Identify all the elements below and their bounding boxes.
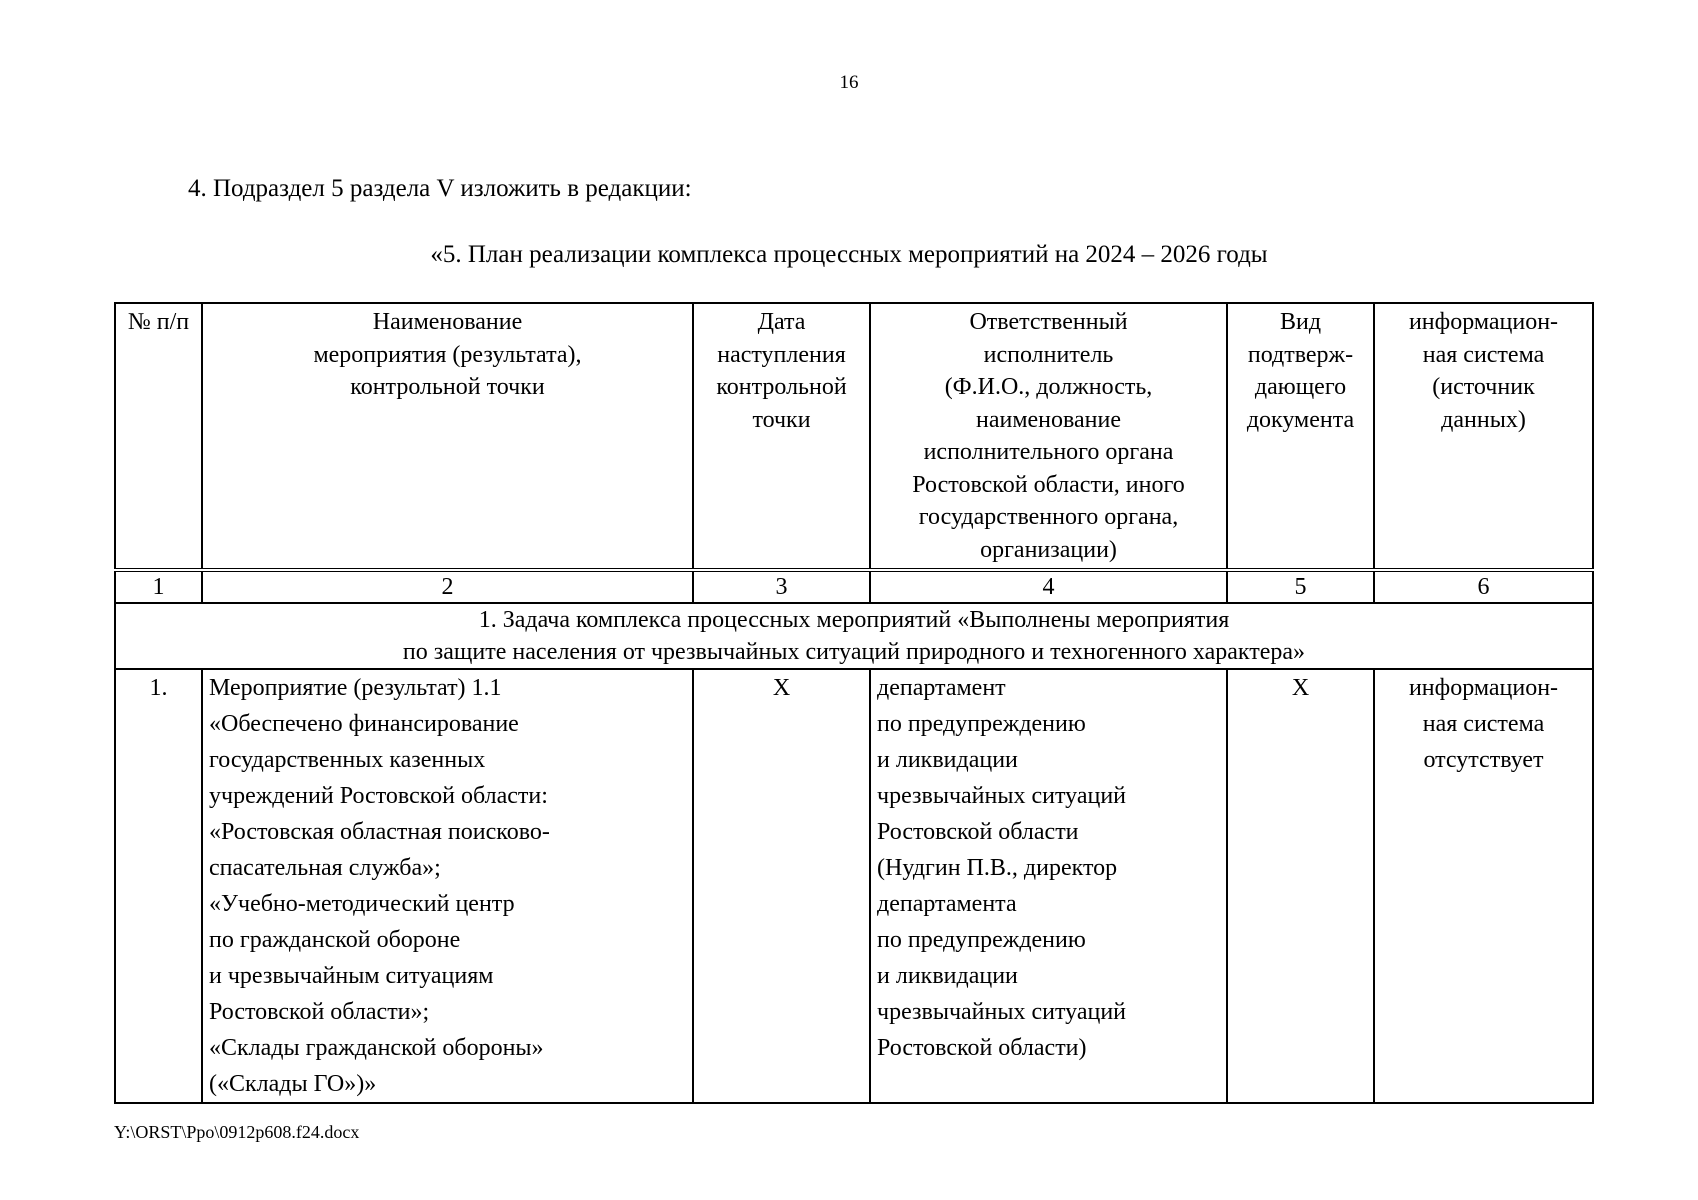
table-header-row: [115, 303, 1593, 570]
plan-heading: «5. План реализации комплекса процессных мероприятий на 2024 – 2026 годы: [430, 241, 1268, 268]
activity-name: Мероприятие (результат) 1.1 «Обеспечено финансирование государственных казенных учреждений Ростовской области: «Ростовская областная поисково- спасательная служба»; «Учебно-методический центр по гражданской обороне и чрезвычайным ситуациям Ростовской области»; «Склады гражданской обороны» («Склады ГО»)»: [202, 669, 693, 1103]
header-date: Дата наступления контрольной точки: [693, 303, 870, 570]
task-title: 1. Задача комплекса процессных мероприятий «Выполнены мероприятия по защите населения от чрезвычайных ситуаций природного и техногенного характера»: [115, 603, 1593, 669]
header-document-type: Вид подтверж- дающего документа: [1227, 303, 1374, 570]
file-path-footer: Y:\ORST\Ppo\0912p608.f24.docx: [114, 1122, 360, 1142]
column-number-row: [115, 570, 1593, 603]
task-row: [115, 603, 1593, 669]
document-type: Х: [1227, 669, 1374, 1103]
table-row: [115, 669, 1593, 1103]
page-number: 16: [839, 72, 859, 93]
implementation-plan-table: [114, 302, 1594, 1104]
column-number: 6: [1374, 570, 1593, 603]
info-system: информацион- ная система отсутствует: [1374, 669, 1593, 1103]
column-number: 4: [870, 570, 1227, 603]
column-number: 3: [693, 570, 870, 603]
row-number: 1.: [115, 669, 202, 1103]
control-date: Х: [693, 669, 870, 1103]
amendment-intro: 4. Подраздел 5 раздела V изложить в редакции:: [188, 175, 692, 202]
column-number: 2: [202, 570, 693, 603]
header-responsible: Ответственный исполнитель (Ф.И.О., должность, наименование исполнительного органа Ростовской области, иного государственного органа, организации): [870, 303, 1227, 570]
column-number: 1: [115, 570, 202, 603]
header-number: № п/п: [115, 303, 202, 570]
header-info-system: информацион- ная система (источник данных): [1374, 303, 1593, 570]
column-number: 5: [1227, 570, 1374, 603]
header-name: Наименование мероприятия (результата), контрольной точки: [202, 303, 693, 570]
responsible-executor: департамент по предупреждению и ликвидации чрезвычайных ситуаций Ростовской области (Нудгин П.В., директор департамента по предупреждению и ликвидации чрезвычайных ситуаций Ростовской области): [870, 669, 1227, 1103]
